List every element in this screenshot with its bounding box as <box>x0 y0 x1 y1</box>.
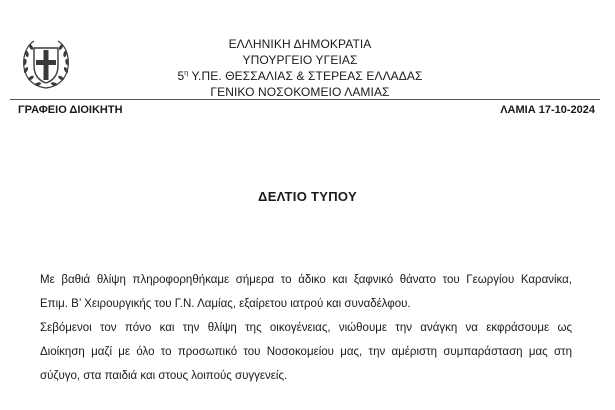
header-divider <box>10 99 600 100</box>
body-line: Διοίκηση μαζί με όλο το προσωπικό του Νοσοκομείου μας, την αμέριστη συμπαράσταση μας στη <box>40 346 572 358</box>
office-label: ΓΡΑΦΕΙΟ ΔΙΟΙΚΗΤΗ <box>18 104 123 116</box>
letterhead <box>150 36 450 100</box>
date-label: ΛΑΜΙΑ 17-10-2024 <box>500 104 595 116</box>
letterhead-line-ministry: ΥΠΟΥΡΓΕΙΟ ΥΓΕΙΑΣ <box>242 53 358 67</box>
body-line: Με βαθιά θλίψη πληροφορηθήκαμε σήμερα το άδικο και ξαφνικό θάνατο του Γεωργίου Καρανίκα, <box>40 274 572 286</box>
greek-coat-of-arms-icon <box>18 36 74 92</box>
region-name: Υ.ΠΕ. ΘΕΣΣΑΛΙΑΣ & ΣΤΕΡΕΑΣ ΕΛΛΑΔΑΣ <box>191 69 423 83</box>
press-release-body <box>40 268 572 388</box>
body-paragraph <box>40 268 572 316</box>
letterhead-line-hospital: ΓΕΝΙΚΟ ΝΟΣΟΚΟΜΕΙΟ ΛΑΜΙΑΣ <box>210 85 390 99</box>
region-number: 5 <box>177 69 185 83</box>
body-paragraph <box>40 316 572 388</box>
body-line: σύζυγο, στα παιδιά και στους λοιπούς συγγενείς. <box>40 370 288 382</box>
region-ordinal-superscript: η <box>184 70 189 77</box>
letterhead-line-region <box>150 68 450 84</box>
body-line: Επιμ. Β’ Χειρουργικής του Γ.Ν. Λαμίας, εξαίρετου ιατρού και συναδέλφου. <box>40 298 411 310</box>
body-line: Σεβόμενοι τον πόνο και την θλίψη της οικογένειας, νιώθουμε την ανάγκη να εκφράσουμε ως <box>40 322 572 334</box>
document-title: ΔΕΛΤΙΟ ΤΥΠΟΥ <box>258 189 357 204</box>
letterhead-line-country: ΕΛΛΗΝΙΚΗ ΔΗΜΟΚΡΑΤΙΑ <box>228 37 372 51</box>
